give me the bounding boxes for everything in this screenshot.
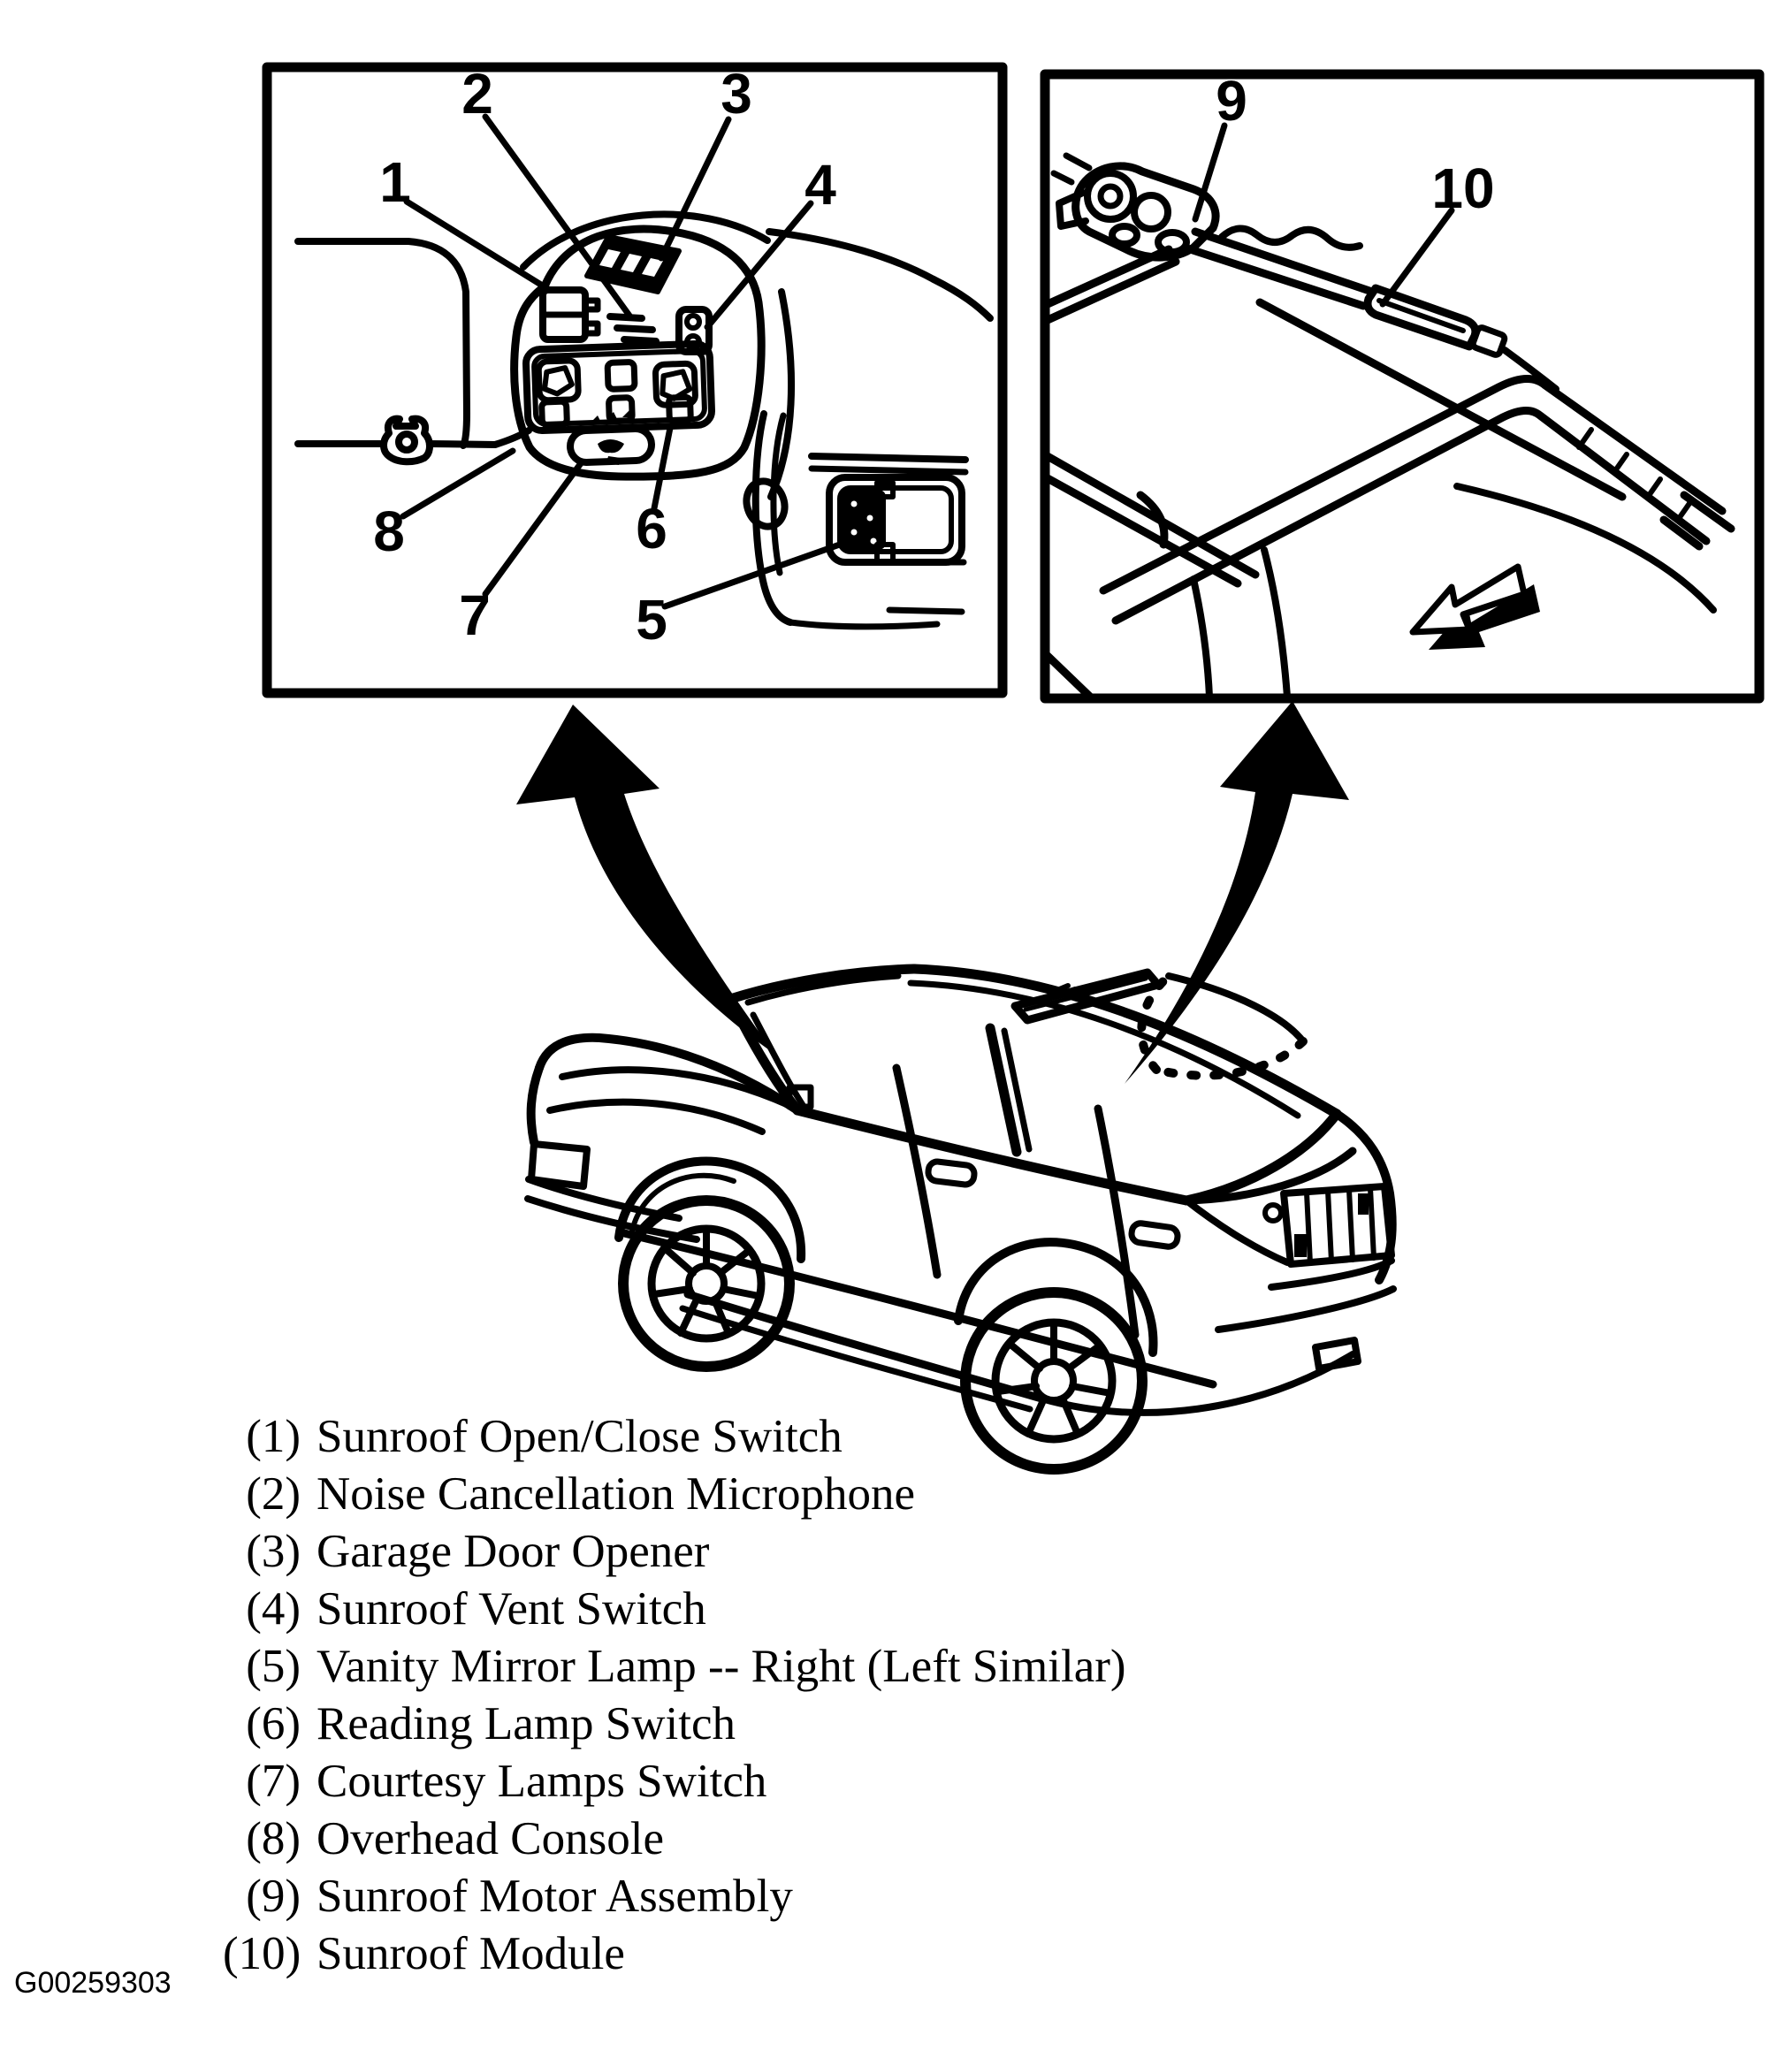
legend-label: Sunroof Vent Switch xyxy=(316,1583,706,1635)
sunroof-module xyxy=(1368,288,1690,520)
callout-10: 10 xyxy=(1431,156,1495,220)
door-handle-front xyxy=(927,1161,975,1185)
legend-label: Noise Cancellation Microphone xyxy=(316,1468,916,1520)
legend-item-9 xyxy=(223,1868,1126,1925)
door-handle-rear xyxy=(1131,1222,1179,1247)
callout-4: 4 xyxy=(804,153,836,217)
legend-label: Courtesy Lamps Switch xyxy=(316,1756,767,1807)
car-front-wheel xyxy=(619,1162,801,1367)
legend-num: (6) xyxy=(246,1698,301,1749)
legend-item-3 xyxy=(223,1523,1126,1581)
legend-num: (5) xyxy=(246,1641,301,1692)
callout-8: 8 xyxy=(373,499,405,563)
legend-item-1 xyxy=(223,1408,1126,1466)
callout-3: 3 xyxy=(721,62,752,126)
legend-num: (4) xyxy=(246,1583,301,1635)
legend-label: Sunroof Motor Assembly xyxy=(316,1871,793,1922)
noise-cancellation-microphone xyxy=(610,316,656,341)
callout-arrows xyxy=(516,701,1349,1084)
trunk-emblem xyxy=(1265,1205,1281,1221)
legend-num: (2) xyxy=(246,1468,301,1520)
callout-1: 1 xyxy=(379,150,411,214)
callout-6: 6 xyxy=(636,497,667,560)
inset-overhead-console xyxy=(267,62,1003,693)
legend-label: Reading Lamp Switch xyxy=(316,1698,736,1749)
legend-item-10 xyxy=(223,1925,1126,1983)
inset-sunroof-frame xyxy=(1045,69,1759,698)
legend-num: (9) xyxy=(246,1871,301,1922)
legend-item-2 xyxy=(223,1466,1126,1523)
callout-2: 2 xyxy=(461,62,493,126)
legend-label: Sunroof Open/Close Switch xyxy=(316,1411,843,1462)
sunroof-open-close-switch xyxy=(543,290,598,339)
direction-arrow-icon xyxy=(1413,567,1540,650)
legend-item-7 xyxy=(223,1753,1126,1810)
car-illustration xyxy=(528,969,1393,1469)
legend-num: (1) xyxy=(246,1411,301,1462)
callout-7: 7 xyxy=(459,583,491,647)
legend-item-5 xyxy=(223,1638,1126,1696)
mirror-mount-bracket xyxy=(384,419,430,462)
legend-num: (8) xyxy=(246,1813,301,1864)
legend-num: (3) xyxy=(246,1526,301,1577)
legend-item-4 xyxy=(223,1581,1126,1638)
figure-code: G00259303 xyxy=(14,1966,172,2000)
legend-num: (10) xyxy=(223,1928,301,1979)
legend-num: (7) xyxy=(246,1756,301,1807)
sunroof-motor-assembly xyxy=(1054,156,1360,257)
lamp-panel xyxy=(525,343,712,431)
callout-5: 5 xyxy=(636,588,667,652)
legend-label: Overhead Console xyxy=(316,1813,664,1864)
legend-label: Sunroof Module xyxy=(316,1928,625,1979)
car-rear xyxy=(1041,1114,1393,1413)
legend-item-6 xyxy=(223,1696,1126,1753)
legend xyxy=(223,1408,1126,1983)
legend-item-8 xyxy=(223,1810,1126,1868)
legend-label: Vanity Mirror Lamp -- Right (Left Similar) xyxy=(316,1641,1126,1692)
callout-9: 9 xyxy=(1216,69,1247,133)
legend-label: Garage Door Opener xyxy=(316,1526,710,1577)
